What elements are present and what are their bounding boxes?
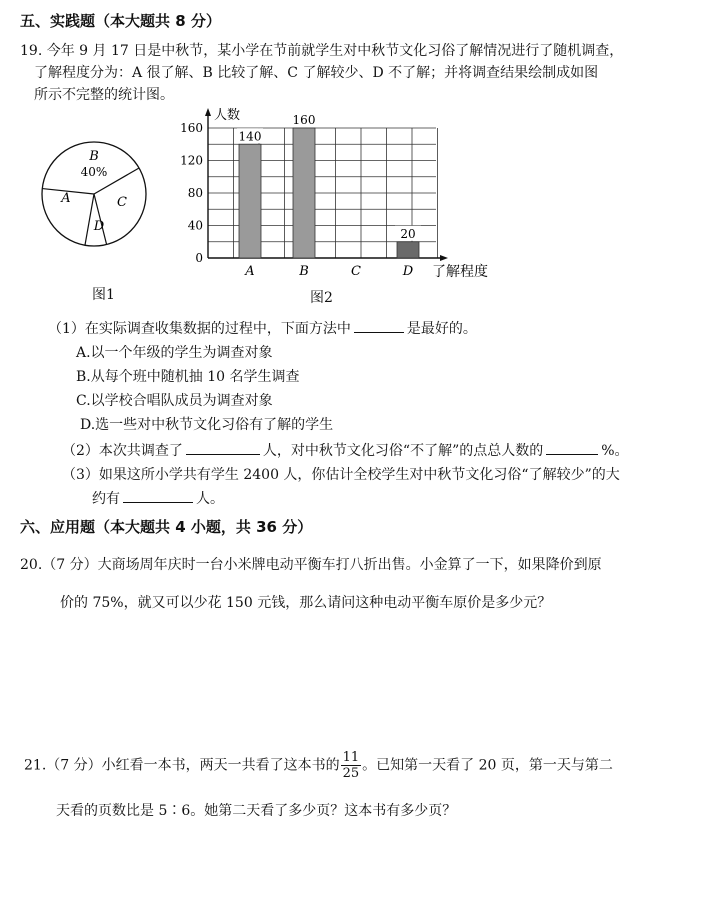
q21-line1 <box>24 750 613 781</box>
pie-slice-label-d: D <box>93 219 105 234</box>
y-tick-label: 120 <box>180 153 203 168</box>
pie-slice-label-a: A <box>61 191 71 206</box>
q19-sub2 <box>62 440 629 460</box>
q21-fraction <box>341 750 362 781</box>
q19-stem-line1: 19. 今年 9 月 17 日是中秋节，某小学在节前就学生对中秋节文化习俗了解情况进行了随机调查， <box>20 43 624 59</box>
q19-sub3-text-a: 约有 <box>92 491 120 507</box>
q19-sub3-line2 <box>92 488 224 508</box>
q19-sub2-text-a: （2）本次共调查了 <box>62 443 183 459</box>
q21-fraction-numerator: 11 <box>342 750 360 765</box>
section6-heading: 六、应用题（本大题共 4 小题，共 36 分） <box>20 518 313 536</box>
q19-option-b: B.从每个班中随机抽 10 名学生调查 <box>76 369 300 385</box>
x-tick-label-a: A <box>245 264 255 279</box>
q21-text-a: 21.（7 分）小红看一本书，两天一共看了这本书的 <box>24 757 340 774</box>
q19-sub1-text-before: （1）在实际调查收集数据的过程中，下面方法中 <box>48 321 351 337</box>
section5-heading: 五、实践题（本大题共 8 分） <box>20 12 221 30</box>
y-tick-label: 40 <box>187 218 203 233</box>
bar-d <box>397 242 419 258</box>
pie-slice-label-b: B <box>89 149 99 164</box>
bar-b <box>293 128 315 258</box>
y-axis-label: 人数 <box>214 108 241 123</box>
x-tick-label-b: B <box>299 264 309 279</box>
y-axis-arrow <box>205 108 211 116</box>
q19-stem-line2: 了解程度分为：A 很了解、B 比较了解、C 了解较少、D 不了解；并将调查结果绘制成如图 <box>34 65 599 81</box>
data-label-d: 20 <box>400 226 416 241</box>
q21-line2: 天看的页数比是 5∶6。她第二天看了多少页？这本书有多少页？ <box>56 803 457 819</box>
x-tick-label-d: D <box>402 264 414 279</box>
pie-slice-label-c: C <box>117 195 127 210</box>
q19-sub3-answer-blank[interactable] <box>123 488 193 503</box>
q20-line1: 20.（7 分）大商场周年庆时一台小米牌电动平衡车打八折出售。小金算了一下，如果降价到原 <box>20 557 602 573</box>
pie-slice-value-b: 40% <box>80 165 108 179</box>
q19-sub1 <box>48 318 477 338</box>
q19-sub1-answer-blank[interactable] <box>354 318 404 333</box>
q19-sub2-percent-blank[interactable] <box>546 440 598 455</box>
q19-sub2-count-blank[interactable] <box>186 440 260 455</box>
data-label-a: 140 <box>238 129 262 144</box>
x-axis-label: 了解程度 <box>432 264 488 280</box>
y-tick-label: 0 <box>195 251 203 265</box>
pie-chart <box>38 138 150 250</box>
fig2-caption: 图2 <box>310 290 333 306</box>
q21-text-b: 。已知第一天看了 20 页，第一天与第二 <box>362 757 613 774</box>
q19-sub2-text-b: 人，对中秋节文化习俗“不了解”的点总人数的 <box>262 443 544 459</box>
fig1-caption: 图1 <box>92 287 115 303</box>
bar-chart <box>178 106 498 282</box>
q19-sub2-text-c: %。 <box>601 443 629 459</box>
x-tick-label-c: C <box>351 264 361 279</box>
q19-option-a: A.以一个年级的学生为调查对象 <box>76 345 273 361</box>
q19-option-d: D.选一些对中秋节文化习俗有了解的学生 <box>80 417 334 433</box>
bar-a <box>239 144 261 258</box>
y-tick-label: 80 <box>187 186 203 200</box>
q19-stem-line3: 所示不完整的统计图。 <box>34 87 174 103</box>
q19-sub3-line1: （3）如果这所小学共有学生 2400 人，你估计全校学生对中秋节文化习俗“了解较少”的大 <box>62 467 620 483</box>
y-tick-label: 160 <box>180 121 203 135</box>
q20-line2: 价的 75%，就又可以少花 150 元钱，那么请问这种电动平衡车原价是多少元？ <box>60 595 552 611</box>
x-axis-arrow <box>440 255 448 261</box>
q19-sub3-text-b: 人。 <box>196 491 224 507</box>
q21-fraction-denominator: 25 <box>342 766 360 781</box>
data-label-b: 160 <box>292 113 316 127</box>
q19-option-c: C.以学校合唱队成员为调查对象 <box>76 393 273 409</box>
q19-sub1-text-after: 是最好的。 <box>406 321 477 337</box>
